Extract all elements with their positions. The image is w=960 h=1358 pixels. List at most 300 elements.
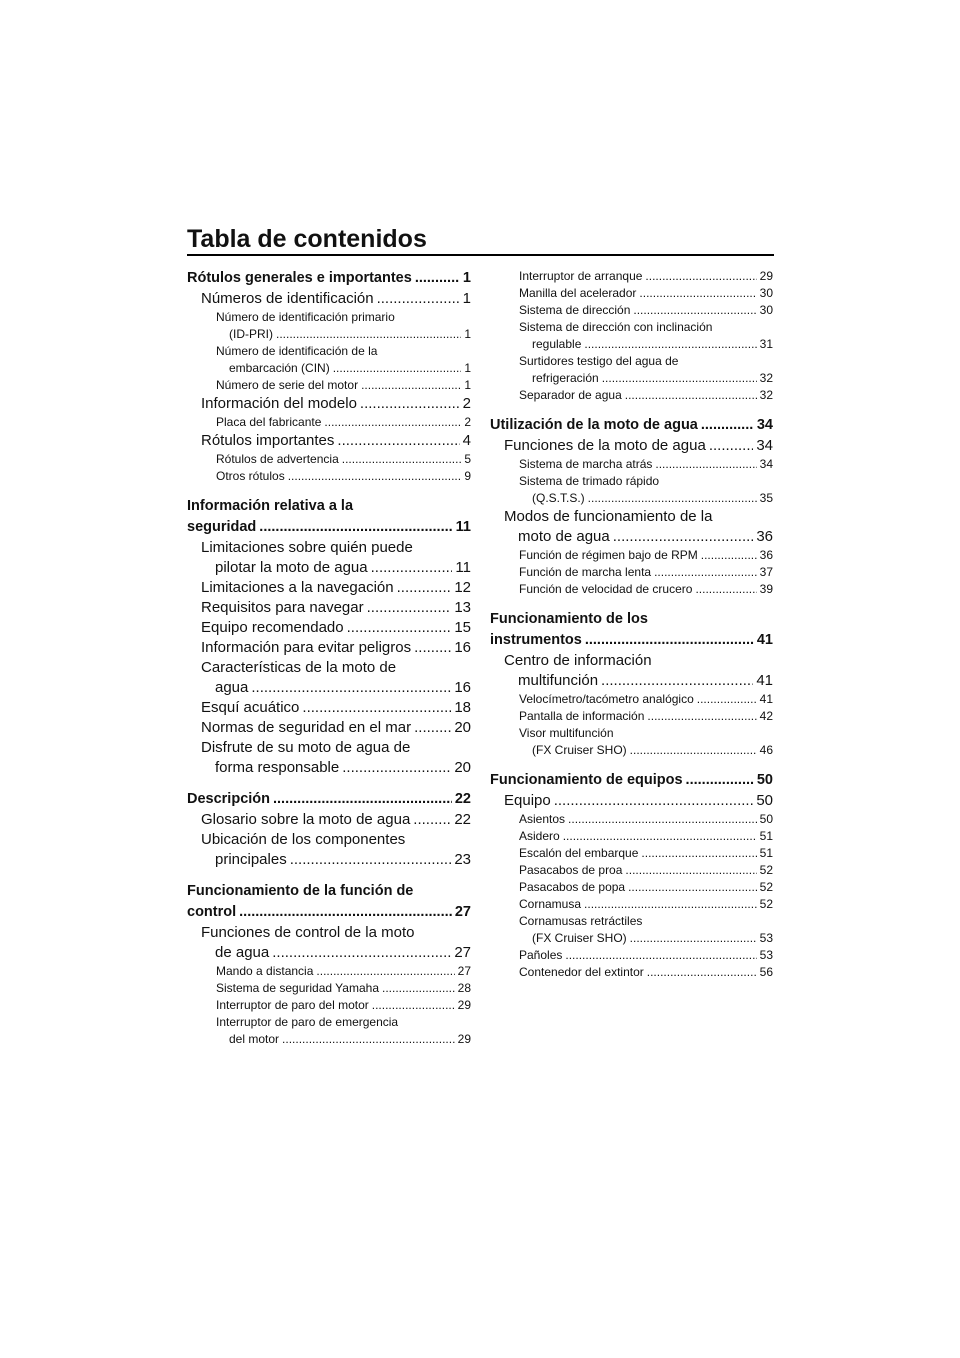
dot-leader xyxy=(655,456,756,473)
toc-page-number: 29 xyxy=(759,269,773,283)
toc-entry-row xyxy=(216,468,471,485)
toc-entry-text: Sistema de trimado rápido xyxy=(519,474,660,488)
toc-entry-row xyxy=(187,517,471,538)
dot-leader xyxy=(563,828,757,845)
toc-page-number: 35 xyxy=(759,491,773,505)
toc-entry-text: Manilla del acelerador xyxy=(519,286,637,300)
toc-entry-text: Interruptor de paro del motor xyxy=(216,998,369,1012)
toc-entry[interactable] xyxy=(490,691,773,708)
toc-entry[interactable] xyxy=(187,394,471,414)
toc-entry-row xyxy=(187,789,471,810)
toc-page-number: 36 xyxy=(756,528,773,545)
toc-entry[interactable] xyxy=(490,651,773,691)
dot-leader xyxy=(397,578,452,598)
toc-entry-text: Funciones de la moto de agua xyxy=(504,437,706,454)
toc-entry-row xyxy=(519,336,773,353)
toc-entry-text: seguridad xyxy=(187,519,257,535)
toc-entry-row xyxy=(201,718,471,738)
toc-entry-text: Asientos xyxy=(519,812,566,826)
toc-page-number: 32 xyxy=(759,371,773,385)
toc-entry-text: pilotar la moto de agua xyxy=(215,559,368,576)
toc-entry[interactable] xyxy=(490,845,773,862)
toc-section xyxy=(490,415,773,598)
toc-page-number: 51 xyxy=(759,829,773,843)
toc-entry[interactable] xyxy=(490,436,773,456)
toc-entry[interactable] xyxy=(187,638,471,658)
dot-leader xyxy=(630,930,757,947)
toc-entry-text: agua xyxy=(215,679,249,696)
dot-leader xyxy=(415,268,460,289)
toc-entry-text: Cornamusas retráctiles xyxy=(519,914,643,928)
toc-entry[interactable] xyxy=(187,578,471,598)
toc-entry[interactable] xyxy=(490,947,773,964)
dot-leader xyxy=(273,789,452,810)
toc-page-number: 18 xyxy=(454,699,471,716)
toc-entry-row xyxy=(201,638,471,658)
toc-entry-row xyxy=(519,742,773,759)
toc-page-number: 41 xyxy=(756,672,773,689)
toc-section xyxy=(490,268,773,404)
toc-entry-row xyxy=(519,302,773,319)
dot-leader xyxy=(316,963,454,980)
toc-entry-row xyxy=(519,581,773,598)
toc-entry[interactable] xyxy=(490,708,773,725)
toc-entry-text: forma responsable xyxy=(215,759,340,776)
toc-entry[interactable] xyxy=(490,964,773,981)
toc-entry-text: Separador de agua xyxy=(519,388,622,402)
toc-page-number: 30 xyxy=(759,286,773,300)
toc-section xyxy=(187,268,471,485)
toc-entry[interactable] xyxy=(490,473,773,507)
toc-entry[interactable] xyxy=(187,451,471,468)
toc-entry-text: Mando a distancia xyxy=(216,964,314,978)
toc-entry[interactable] xyxy=(187,718,471,738)
dot-leader xyxy=(302,698,451,718)
toc-page-number: 5 xyxy=(464,452,471,466)
toc-entry-text: Sistema de seguridad Yamaha xyxy=(216,981,379,995)
dot-leader xyxy=(360,394,460,414)
toc-entry-text: Esquí acuático xyxy=(201,699,300,716)
toc-entry-text: Rótulos generales e importantes xyxy=(187,270,412,286)
toc-entry-text: moto de agua xyxy=(518,528,610,545)
toc-entry-row xyxy=(519,845,773,862)
dot-leader xyxy=(272,943,451,963)
toc-entry[interactable] xyxy=(490,353,773,387)
toc-heading[interactable] xyxy=(490,415,773,436)
toc-entry-row xyxy=(216,963,471,980)
toc-heading[interactable] xyxy=(490,609,773,651)
toc-entry[interactable] xyxy=(187,738,471,778)
dot-leader xyxy=(647,708,756,725)
toc-entry-row xyxy=(519,564,773,581)
toc-page-number: 20 xyxy=(454,719,471,736)
toc-entry[interactable] xyxy=(187,414,471,431)
toc-entry-row xyxy=(519,387,773,404)
toc-page-number: 27 xyxy=(457,964,471,978)
toc-page-number: 22 xyxy=(454,811,471,828)
toc-entry[interactable] xyxy=(490,811,773,828)
toc-entry-row xyxy=(201,698,471,718)
toc-page-number: 30 xyxy=(759,303,773,317)
dot-leader xyxy=(554,791,754,811)
toc-entry-row xyxy=(201,558,471,578)
toc-entry-text: Descripción xyxy=(187,791,270,807)
toc-entry[interactable] xyxy=(490,302,773,319)
toc-page-number: 1 xyxy=(464,361,471,375)
toc-entry-text: (FX Cruiser SHO) xyxy=(532,931,627,945)
toc-entry-text: regulable xyxy=(532,337,582,351)
toc-entry-text: Rótulos de advertencia xyxy=(216,452,339,466)
toc-entry-text: Funciones de control de la moto xyxy=(201,924,415,941)
toc-entry[interactable] xyxy=(490,456,773,473)
toc-page-number: 50 xyxy=(759,812,773,826)
toc-page-number: 34 xyxy=(759,457,773,471)
toc-entry-row xyxy=(201,850,471,870)
toc-page-number: 52 xyxy=(759,863,773,877)
toc-entry-text: Ubicación de los componentes xyxy=(201,831,406,848)
toc-entry-text: Información para evitar peligros xyxy=(201,639,412,656)
toc-entry-row xyxy=(519,547,773,564)
toc-entry-row xyxy=(216,414,471,431)
toc-entry-text: Sistema de dirección xyxy=(519,303,631,317)
toc-entry-row xyxy=(490,770,773,791)
toc-entry-text: multifunción xyxy=(518,672,599,689)
toc-entry-row xyxy=(519,490,773,507)
toc-page-number: 11 xyxy=(455,519,471,535)
toc-page-number: 11 xyxy=(455,559,471,576)
toc-entry-text: Sistema de marcha atrás xyxy=(519,457,653,471)
toc-entry-text: Pasacabos de popa xyxy=(519,880,626,894)
toc-entry-row xyxy=(216,451,471,468)
toc-entry-row xyxy=(519,268,773,285)
toc-page-number: 16 xyxy=(454,679,471,696)
toc-entry-text: Visor multifunción xyxy=(519,726,614,740)
dot-leader xyxy=(565,947,756,964)
toc-entry[interactable] xyxy=(187,1014,471,1048)
toc-entry-text: Contenedor del extintor xyxy=(519,965,644,979)
toc-entry-row xyxy=(201,394,471,414)
toc-page-number: 27 xyxy=(454,904,471,920)
toc-entry-row xyxy=(519,879,773,896)
toc-entry-text: Funcionamiento de equipos xyxy=(490,772,683,788)
toc-page-number: 41 xyxy=(756,632,773,648)
toc-page-number: 29 xyxy=(457,998,471,1012)
toc-entry-text: Pantalla de información xyxy=(519,709,645,723)
toc-page-number: 22 xyxy=(454,791,471,807)
toc-entry-row xyxy=(519,930,773,947)
toc-entry[interactable] xyxy=(490,791,773,811)
toc-page-number: 52 xyxy=(759,897,773,911)
toc-entry-row xyxy=(519,370,773,387)
toc-page-number: 12 xyxy=(454,579,471,596)
toc-entry[interactable] xyxy=(490,268,773,285)
toc-entry-text: Glosario sobre la moto de agua xyxy=(201,811,411,828)
toc-entry-text: Asidero xyxy=(519,829,560,843)
toc-entry-text: de agua xyxy=(215,944,270,961)
toc-entry-text: Utilización de la moto de agua xyxy=(490,417,698,433)
toc-page-number: 36 xyxy=(759,548,773,562)
toc-page-number: 50 xyxy=(756,792,773,809)
toc-entry[interactable] xyxy=(187,698,471,718)
toc-entry-text: Cornamusa xyxy=(519,897,582,911)
toc-entry-row xyxy=(519,811,773,828)
dot-leader xyxy=(639,285,756,302)
toc-page-number: 32 xyxy=(759,388,773,402)
toc-entry[interactable] xyxy=(490,564,773,581)
title-rule xyxy=(187,254,774,256)
toc-entry-text: Información relativa a la xyxy=(187,498,354,514)
dot-leader xyxy=(333,360,462,377)
toc-entry-row xyxy=(201,943,471,963)
toc-entry-text: Limitaciones sobre quién puede xyxy=(201,539,413,556)
toc-entry-text: principales xyxy=(215,851,287,868)
toc-entry-row xyxy=(519,947,773,964)
toc-entry[interactable] xyxy=(490,725,773,759)
toc-entry-row xyxy=(490,415,773,436)
toc-entry-text: Escalón del embarque xyxy=(519,846,639,860)
dot-leader xyxy=(630,742,757,759)
toc-entry[interactable] xyxy=(187,598,471,618)
toc-heading[interactable] xyxy=(187,881,471,923)
toc-page-number: 50 xyxy=(756,772,773,788)
toc-page-number: 37 xyxy=(759,565,773,579)
dot-leader xyxy=(628,879,757,896)
toc-page-number: 1 xyxy=(462,270,471,286)
dot-leader xyxy=(337,431,459,451)
toc-column-right xyxy=(490,268,773,981)
toc-heading[interactable] xyxy=(187,789,471,810)
toc-entry[interactable] xyxy=(187,289,471,309)
dot-leader xyxy=(568,811,757,828)
toc-page-number: 28 xyxy=(457,981,471,995)
dot-leader xyxy=(588,490,757,507)
toc-entry-row xyxy=(519,708,773,725)
toc-entry[interactable] xyxy=(490,285,773,302)
dot-leader xyxy=(377,289,460,309)
toc-entry-text: del motor xyxy=(229,1032,280,1046)
dot-leader xyxy=(584,896,757,913)
dot-leader xyxy=(585,630,754,651)
toc-entry-row xyxy=(187,902,471,923)
toc-page-number: 2 xyxy=(464,415,471,429)
toc-entry-text: Otros rótulos xyxy=(216,469,285,483)
toc-entry-text: Función de régimen bajo de RPM xyxy=(519,548,698,562)
toc-section xyxy=(187,881,471,1048)
dot-leader xyxy=(602,370,757,387)
toc-entry[interactable] xyxy=(187,431,471,451)
toc-entry-text: embarcación (CIN) xyxy=(229,361,330,375)
toc-page-number: 27 xyxy=(454,944,471,961)
toc-entry-text: Equipo recomendado xyxy=(201,619,344,636)
toc-entry-text: Disfrute de su moto de agua de xyxy=(201,739,411,756)
toc-entry[interactable] xyxy=(187,377,471,394)
toc-heading[interactable] xyxy=(490,770,773,791)
toc-entry-text: Normas de seguridad en el mar xyxy=(201,719,412,736)
toc-entry-text: Información del modelo xyxy=(201,395,357,412)
toc-page-number: 23 xyxy=(454,851,471,868)
toc-page-number: 53 xyxy=(759,931,773,945)
toc-entry-text: control xyxy=(187,904,237,920)
toc-page-number: 34 xyxy=(756,437,773,454)
dot-leader xyxy=(372,997,455,1014)
dot-leader xyxy=(613,527,754,547)
toc-entry-row xyxy=(519,964,773,981)
toc-section xyxy=(187,789,471,870)
toc-entry-row xyxy=(519,862,773,879)
toc-heading[interactable] xyxy=(187,496,471,538)
toc-entry[interactable] xyxy=(490,547,773,564)
dot-leader xyxy=(290,850,452,870)
toc-column-left xyxy=(187,268,471,1048)
toc-entry[interactable] xyxy=(187,980,471,997)
toc-entry-text: Número de identificación primario xyxy=(216,310,395,324)
toc-entry-text: (FX Cruiser SHO) xyxy=(532,743,627,757)
toc-entry-text: Sistema de dirección con inclinación xyxy=(519,320,713,334)
toc-entry[interactable] xyxy=(187,810,471,830)
toc-entry-text: Pasacabos de proa xyxy=(519,863,623,877)
dot-leader xyxy=(282,1031,455,1048)
toc-entry-text: Número de identificación de la xyxy=(216,344,378,358)
toc-entry[interactable] xyxy=(187,538,471,578)
page-title: Tabla de contenidos xyxy=(187,225,427,253)
dot-leader xyxy=(371,558,453,578)
toc-section xyxy=(490,609,773,759)
dot-leader xyxy=(647,964,757,981)
dot-leader xyxy=(709,436,754,456)
toc-entry-row xyxy=(201,578,471,598)
dot-leader xyxy=(654,564,757,581)
dot-leader xyxy=(382,980,455,997)
dot-leader xyxy=(625,387,757,404)
toc-entry[interactable] xyxy=(490,896,773,913)
toc-page-number: 53 xyxy=(759,948,773,962)
toc-entry-row xyxy=(216,377,471,394)
dot-leader xyxy=(584,336,756,353)
toc-entry-row xyxy=(519,285,773,302)
dot-leader xyxy=(347,618,452,638)
dot-leader xyxy=(601,671,753,691)
toc-section xyxy=(490,770,773,981)
toc-entry-text: Rótulos importantes xyxy=(201,432,335,449)
toc-entry-row xyxy=(216,980,471,997)
toc-entry-row xyxy=(519,828,773,845)
dot-leader xyxy=(697,691,757,708)
toc-entry-text: Funcionamiento de la función de xyxy=(187,883,414,899)
dot-leader xyxy=(701,415,754,436)
toc-page-number: 34 xyxy=(756,417,773,433)
toc-entry-row xyxy=(490,630,773,651)
toc-page-number: 1 xyxy=(462,290,471,307)
toc-entry-text: Limitaciones a la navegación xyxy=(201,579,394,596)
toc-entry[interactable] xyxy=(187,963,471,980)
toc-entry-row xyxy=(201,758,471,778)
toc-page-number: 15 xyxy=(454,619,471,636)
toc-entry[interactable] xyxy=(490,913,773,947)
toc-entry-text: Placa del fabricante xyxy=(216,415,322,429)
toc-entry[interactable] xyxy=(490,319,773,353)
toc-entry-text: Función de marcha lenta xyxy=(519,565,652,579)
toc-entry-row xyxy=(201,431,471,451)
toc-entry[interactable] xyxy=(490,879,773,896)
toc-entry[interactable] xyxy=(490,387,773,404)
toc-page-number: 1 xyxy=(464,327,471,341)
toc-page-number: 42 xyxy=(759,709,773,723)
toc-page-number: 41 xyxy=(759,692,773,706)
dot-leader xyxy=(695,581,756,598)
toc-page-number: 52 xyxy=(759,880,773,894)
toc-entry-text: instrumentos xyxy=(490,632,582,648)
dot-leader xyxy=(641,845,756,862)
toc-page-number: 56 xyxy=(759,965,773,979)
toc-entry[interactable] xyxy=(490,828,773,845)
toc-entry-row xyxy=(216,1031,471,1048)
toc-page-number: 4 xyxy=(462,432,471,449)
toc-entry-row xyxy=(504,436,773,456)
toc-page-number: 13 xyxy=(454,599,471,616)
toc-entry[interactable] xyxy=(187,923,471,963)
toc-entry-text: Equipo xyxy=(504,792,551,809)
toc-entry[interactable] xyxy=(187,309,471,343)
toc-entry-row xyxy=(201,810,471,830)
toc-entry-row xyxy=(519,456,773,473)
toc-entry-row xyxy=(216,326,471,343)
dot-leader xyxy=(324,414,461,431)
dot-leader xyxy=(645,268,756,285)
toc-page-number: 31 xyxy=(759,337,773,351)
toc-entry-row xyxy=(216,360,471,377)
toc-page-number: 2 xyxy=(462,395,471,412)
toc-entry[interactable] xyxy=(187,343,471,377)
dot-leader xyxy=(625,862,756,879)
toc-entry-row xyxy=(201,678,471,698)
dot-leader xyxy=(288,468,462,485)
dot-leader xyxy=(633,302,756,319)
toc-heading[interactable] xyxy=(187,268,471,289)
toc-entry[interactable] xyxy=(187,658,471,698)
toc-page-number: 20 xyxy=(454,759,471,776)
toc-page-number: 9 xyxy=(464,469,471,483)
toc-entry-row xyxy=(519,896,773,913)
toc-entry-row xyxy=(504,791,773,811)
toc-entry-text: Números de identificación xyxy=(201,290,374,307)
toc-page-number: 39 xyxy=(759,582,773,596)
toc-entry-text: refrigeración xyxy=(532,371,599,385)
toc-entry-text: (Q.S.T.S.) xyxy=(532,491,585,505)
toc-entry-text: Función de velocidad de crucero xyxy=(519,582,693,596)
toc-entry[interactable] xyxy=(187,468,471,485)
dot-leader xyxy=(342,758,451,778)
toc-entry-text: Requisitos para navegar xyxy=(201,599,364,616)
toc-entry-row xyxy=(504,527,773,547)
toc-entry-row xyxy=(187,268,471,289)
toc-entry[interactable] xyxy=(490,507,773,547)
dot-leader xyxy=(686,770,754,791)
dot-leader xyxy=(701,547,757,564)
toc-entry-row xyxy=(201,289,471,309)
toc-entry-row xyxy=(519,691,773,708)
toc-entry[interactable] xyxy=(187,997,471,1014)
toc-page-number: 1 xyxy=(464,378,471,392)
toc-entry[interactable] xyxy=(490,862,773,879)
toc-entry-text: Velocímetro/tacómetro analógico xyxy=(519,692,694,706)
toc-entry[interactable] xyxy=(490,581,773,598)
toc-entry-text: Surtidores testigo del agua de xyxy=(519,354,679,368)
toc-entry-row xyxy=(504,671,773,691)
toc-entry-row xyxy=(201,598,471,618)
toc-entry[interactable] xyxy=(187,830,471,870)
dot-leader xyxy=(276,326,461,343)
toc-entry[interactable] xyxy=(187,618,471,638)
